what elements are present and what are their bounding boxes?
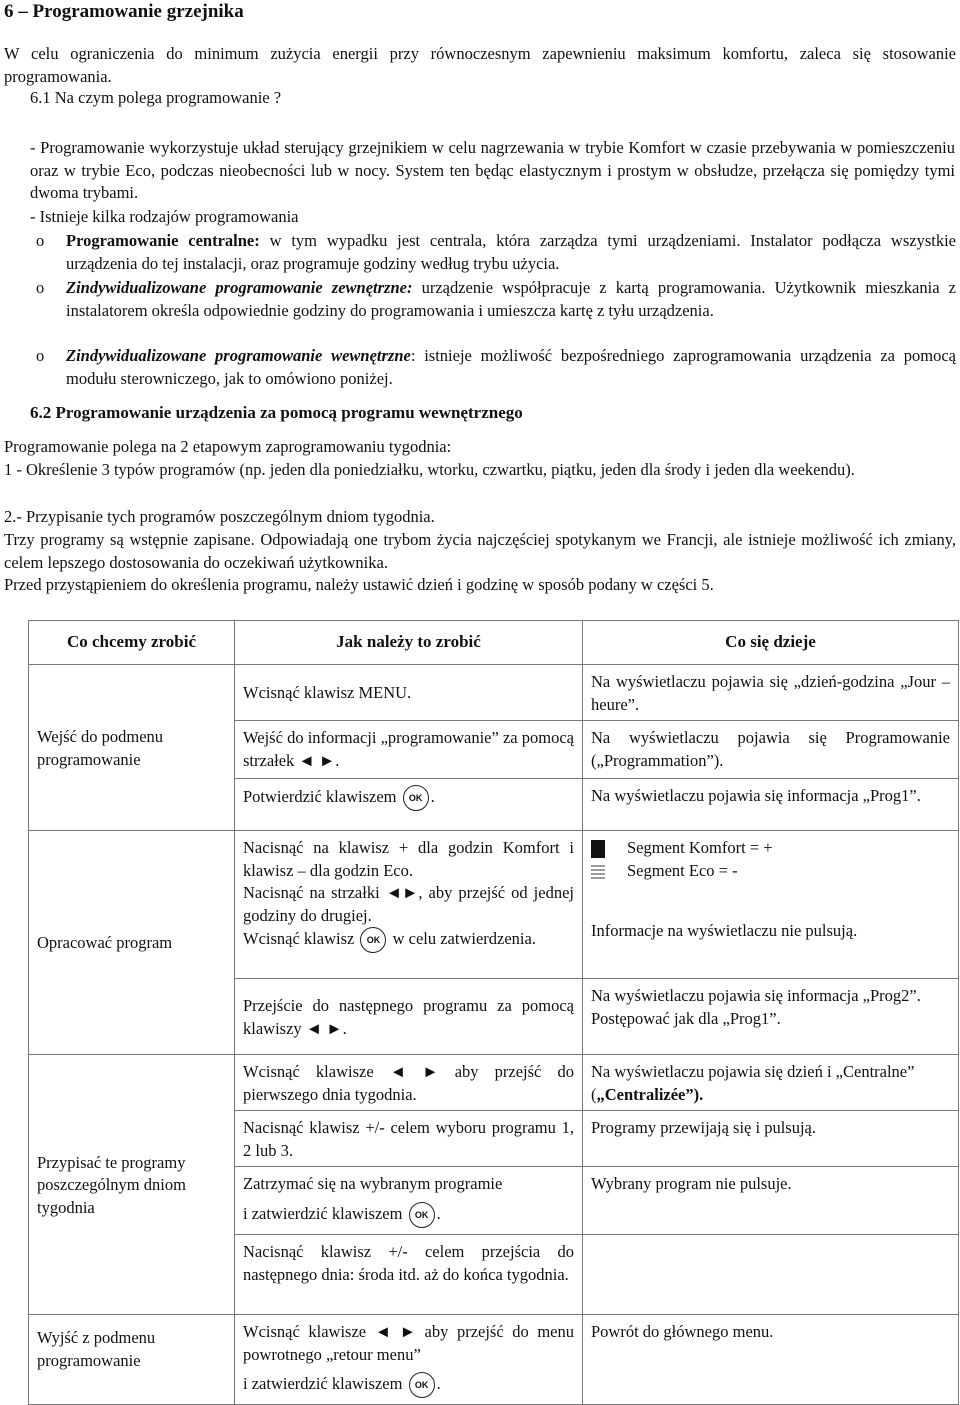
ok-key-icon: OK: [409, 1202, 435, 1228]
step-text: Zatrzymać się na wybranym programie: [243, 1174, 503, 1193]
bullet-mark: o: [36, 278, 45, 297]
intro-paragraph: W celu ograniczenia do minimum zużycia energii przy równoczesnym zapewnieniu maksimum komfortu, zaleca się stosowanie programowania.: [4, 44, 956, 86]
step-text: Nacisnąć na strzałki ◄►, aby przejść od jednej godziny do drugiej.: [243, 883, 574, 925]
step-choose-program: Nacisnąć klawisz +/- celem wyboru programu 1, 2 lub 3.: [235, 1111, 583, 1167]
action-exit-submenu: Wyjść z podmenu programowanie: [29, 1315, 235, 1405]
step-stop-confirm: [235, 1167, 583, 1235]
bullet-text: : istnieje możliwość bezpośredniego zaprogramowania urządzenia za pomocą modułu sterowniczego, jak to omówiono poniżej.: [66, 346, 956, 388]
bullet-label: Zindywidualizowane programowanie wewnętrzne: [66, 346, 411, 365]
result-text: Na wyświetlaczu pojawia się informacja „Prog2”.: [591, 986, 921, 1005]
column-header-how: Jak należy to zrobić: [235, 621, 583, 665]
ok-key-icon: OK: [403, 785, 429, 811]
bullet-text: w tym wypadku jest centrala, która zarządza tymi urządzeniami. Instalator podłącza wszystkie urządzenia do tej instalacji, oraz programuje godziny według trybu użycia.: [66, 231, 956, 273]
result-day-hour: Na wyświetlaczu pojawia się „dzień-godzina „Jour – heure”.: [583, 665, 959, 721]
result-prog2: [583, 979, 959, 1055]
bullet-internal-programming: [36, 345, 956, 390]
bullet-label: Programowanie centralne:: [66, 231, 260, 250]
step-text: .: [430, 786, 435, 806]
step-next-day: Nacisnąć klawisz +/- celem przejścia do następnego dnia: środa itd. aż do końca tygodnia.: [235, 1235, 583, 1315]
step-confirm-ok: [235, 779, 583, 831]
step-press-menu: Wcisnąć klawisz MENU.: [235, 665, 583, 721]
column-header-what: Co chcemy zrobić: [29, 621, 235, 665]
ok-key-icon: OK: [409, 1372, 435, 1398]
result-text: Postępować jak dla „Prog1”.: [591, 1008, 781, 1028]
bullet-central-programming: [36, 230, 956, 275]
step-enter-programming: Wejść do informacji „programowanie” za pomocą strzałek ◄ ►.: [235, 721, 583, 779]
result-text: Na wyświetlaczu pojawia się dzień i „Centralne” (: [591, 1062, 915, 1104]
result-programs-scroll: Programy przewijają się i pulsują.: [583, 1111, 959, 1167]
result-program-steady: Wybrany program nie pulsuje.: [583, 1167, 959, 1235]
section-6-2-line-1: Programowanie polega na 2 etapowym zaprogramowaniu tygodnia:: [4, 437, 452, 456]
result-day-central: [583, 1055, 959, 1111]
step-text: Wcisnąć klawisze ◄ ► aby przejść do menu powrotnego „retour menu”: [243, 1322, 574, 1364]
section-6-2-line-4: Trzy programy są wstępnie zapisane. Odpowiadają one trybom życia najczęściej spotykanym we Francji, ale istnieje możliwość ich zmiany, celem lepszego dostosowania do oczekiwań użytkownika.: [4, 530, 956, 572]
step-text: i zatwierdzić klawiszem: [243, 1203, 403, 1223]
step-text: Potwierdzić klawiszem: [243, 786, 397, 806]
bullet-mark: o: [36, 231, 45, 250]
bullet-text: urządzenie współpracuje z kartą programowania. Użytkownik mieszkania z instalatorem określa odpowiednie godziny do programowania i umieszcza kartę z tyłu urządzenia.: [66, 278, 956, 320]
step-return-menu: [235, 1315, 583, 1405]
result-text: Segment Komfort = +: [627, 838, 773, 857]
bullet-label: Zindywidualizowane programowanie zewnętrzne:: [66, 278, 413, 297]
section-6-1-paragraph-2: - Istnieje kilka rodzajów programowania: [30, 207, 299, 226]
section-6-1-paragraph-1: - Programowanie wykorzystuje układ sterujący grzejnikiem w celu nagrzewania w trybie Komfort w czasie przebywania w pomieszczeniu oraz w trybie Eco, podczas nieobecności lub w nocy. System ten będąc elastycznym i prostym w obsłudze, przełącza się pomiędzy tymi dwoma trybami.: [30, 138, 955, 202]
step-text: w celu zatwierdzenia.: [388, 928, 536, 948]
step-next-program: Przejście do następnego programu za pomocą klawiszy ◄ ►.: [235, 979, 583, 1055]
step-text: i zatwierdzić klawiszem: [243, 1373, 403, 1393]
section-6-2-line-5: Przed przystąpieniem do określenia programu, należy ustawić dzień i godzinę w sposób podany w części 5.: [4, 575, 714, 594]
result-prog1: Na wyświetlaczu pojawia się informacja „Prog1”.: [583, 779, 959, 831]
bullet-mark: o: [36, 346, 45, 365]
result-text: „Centralizée”).: [596, 1084, 704, 1104]
section-6-2-line-2: 1 - Określenie 3 typów programów (np. jeden dla poniedziałku, wtorku, czwartku, piątku, jeden dla środy i jeden dla weekendu).: [4, 460, 855, 479]
programming-steps-table: [28, 620, 959, 1405]
comfort-segment-icon: [591, 840, 605, 858]
result-main-menu: Powrót do głównego menu.: [583, 1315, 959, 1405]
result-text: Informacje na wyświetlaczu nie pulsują.: [591, 921, 858, 940]
step-text: .: [436, 1373, 441, 1393]
action-assign-programs: Przypisać te programy poszczególnym dniom tygodnia: [29, 1055, 235, 1315]
eco-segment-icon: [591, 865, 605, 879]
page-title: 6 – Programowanie grzejnika: [4, 1, 244, 22]
action-create-program: Opracować program: [29, 831, 235, 1055]
ok-key-icon: OK: [360, 927, 386, 953]
step-text: .: [436, 1203, 441, 1223]
step-text: Nacisnąć na klawisz + dla godzin Komfort i klawisz – dla godzin Eco.: [243, 838, 574, 880]
section-6-1-heading: 6.1 Na czym polega programowanie ?: [30, 88, 282, 107]
column-header-result: Co się dzieje: [583, 621, 959, 665]
section-6-2-heading: 6.2 Programowanie urządzenia za pomocą programu wewnętrznego: [30, 403, 523, 422]
section-6-2-line-3: 2.- Przypisanie tych programów poszczególnym dniom tygodnia.: [4, 507, 435, 526]
action-enter-submenu: Wejść do podmenu programowanie: [29, 665, 235, 831]
step-first-day: Wcisnąć klawisze ◄ ► aby przejść do pierwszego dnia tygodnia.: [235, 1055, 583, 1111]
result-text: Segment Eco = -: [627, 860, 738, 880]
step-text: Wcisnąć klawisz: [243, 928, 355, 948]
step-set-hours: [235, 831, 583, 979]
result-empty: [583, 1235, 959, 1315]
result-segments: [583, 831, 959, 979]
result-programming: Na wyświetlaczu pojawia się Programowanie („Programmation”).: [583, 721, 959, 779]
bullet-external-programming: [36, 277, 956, 322]
